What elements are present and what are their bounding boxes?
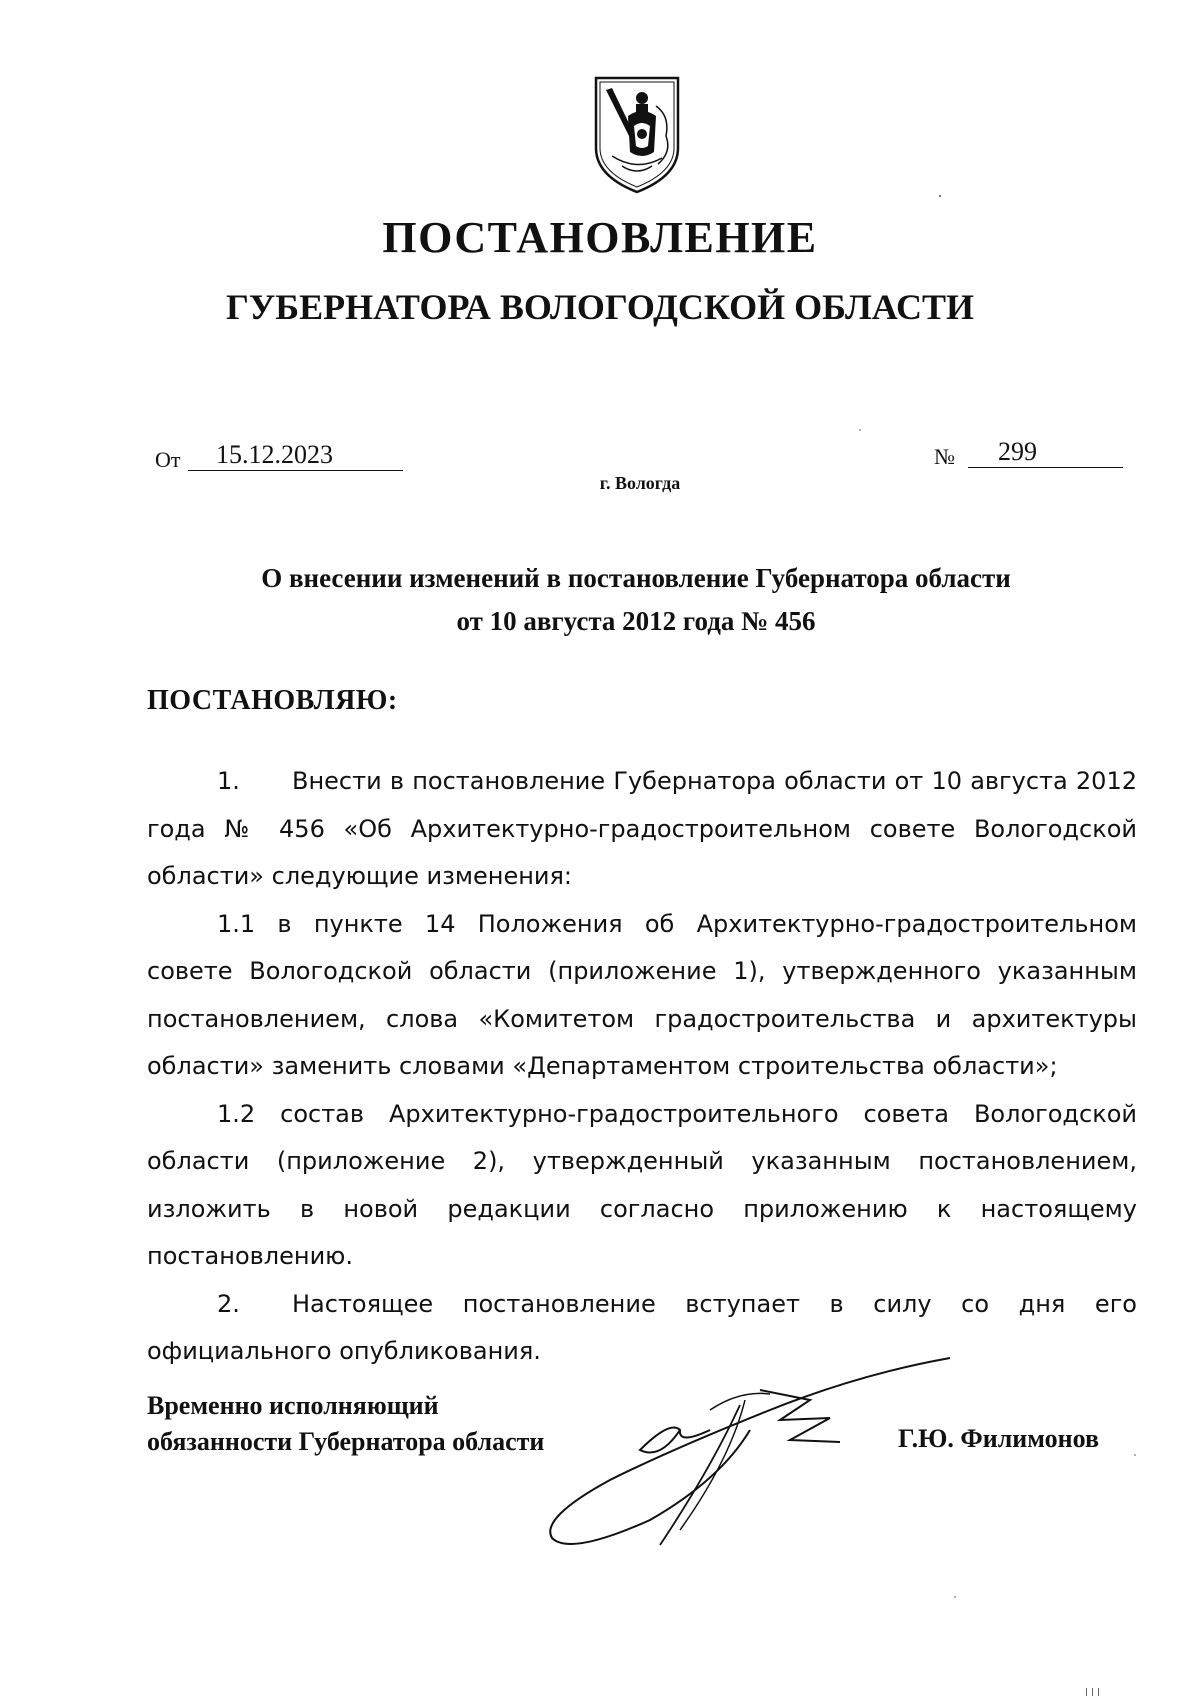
city-label: г. Вологда — [599, 473, 681, 493]
paragraph-1-text: Внести в постановление Губернатора области от 10 августа 2012 года № 456 «Об Архитектурно-градостроительном совете Вологодской области» следующие изменения: — [147, 767, 1137, 890]
document-date: 15.12.2023 — [188, 440, 403, 471]
document-number: 299 — [968, 437, 1123, 468]
position-line-1: Временно исполняющий — [147, 1391, 439, 1420]
date-label: От — [155, 447, 181, 472]
paragraph-2-text: Настоящее постановление вступает в силу со дня его официального опубликования. — [147, 1289, 1137, 1365]
paragraph-1-2: 1.2 состав Архитектурно-градостроительного совета Вологодской области (приложение 2), утвержденный указанным постановлением, изложить в новой редакции согласно приложению к настоящему постановлению. — [147, 1099, 1137, 1270]
document-subject — [0, 557, 1200, 643]
decree-heading: ПОСТАНОВЛЯЮ: — [147, 685, 398, 716]
subject-line-2: от 10 августа 2012 года № 456 — [456, 606, 816, 636]
document-body — [147, 758, 1137, 1376]
handwritten-signature — [530, 1350, 960, 1560]
document-subtitle: ГУБЕРНАТОРА ВОЛОГОДСКОЙ ОБЛАСТИ — [225, 287, 975, 327]
paragraph-1 — [147, 758, 1137, 901]
paragraph-1-number: 1. — [217, 767, 240, 795]
signatory-name: Г.Ю. Филимонов — [898, 1424, 1100, 1453]
document-title: ПОСТАНОВЛЕНИЕ — [382, 213, 818, 262]
subject-line-1: О внесении изменений в постановление Губернатора области — [261, 563, 1011, 593]
number-label: № — [934, 444, 955, 469]
paragraph-2-number: 2. — [217, 1289, 240, 1318]
signatory-position — [147, 1388, 544, 1460]
paragraph-1-1: 1.1 в пункте 14 Положения об Архитектурно-градостроительном совете Вологодской области (приложение 1), утвержденного указанным постановлением, слова «Комитетом градостроительства и архитектуры области» заменить словами «Департаментом строительства области»; — [147, 909, 1137, 1080]
coat-of-arms-icon — [592, 76, 682, 194]
position-line-2: обязанности Губернатора области — [147, 1427, 545, 1456]
